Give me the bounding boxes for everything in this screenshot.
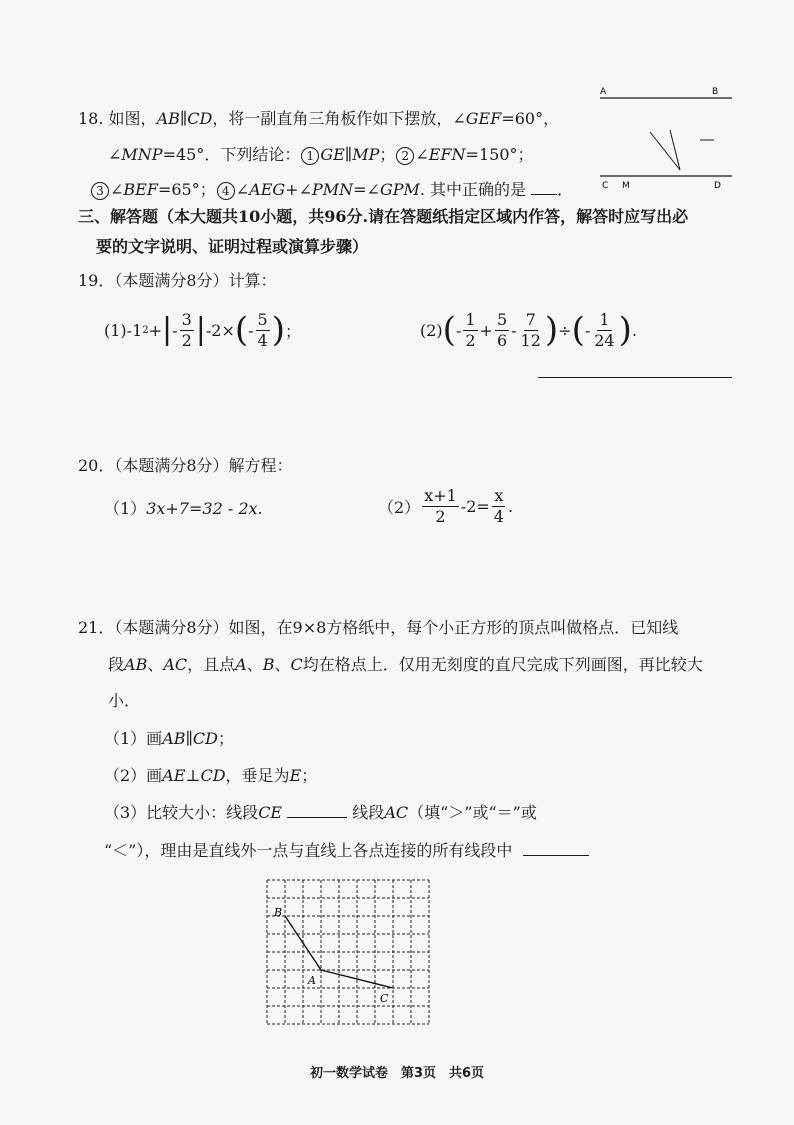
fraction: $\frac{5}{4}$ — [257, 309, 268, 350]
fraction: $\frac{1}{2}$ — [465, 309, 476, 350]
q18-line2: ∠MNP=45°．下列结论： 1 GE∥MP； 2 ∠EFN=150°； — [108, 145, 534, 164]
point-b-label: B — [274, 906, 283, 919]
section3-heading-line1: 三、解答题（本大题共10小题，共96分.请在答题纸指定区域内作答，解答时应写出必 — [78, 207, 689, 226]
q20-part1: （1）3x+7=32 - 2x. — [104, 499, 263, 518]
grid-lines — [267, 880, 429, 1024]
circled-2: 2 — [396, 147, 414, 165]
compare-blank[interactable] — [287, 817, 347, 818]
q19-part2: (2) ( - $\frac{1}{2}$ + $\frac{5}{6}$ - $\frac{7}{12}$ ) ÷ ( - $\frac{1}{24}$ ) . — [420, 309, 637, 350]
page-footer: 初一数学试卷 第3页 共6页 — [309, 1066, 485, 1081]
fraction: $\frac{5}{6}$ — [496, 309, 508, 350]
label-c: C — [602, 181, 609, 191]
q20-heading: 20．（本题满分8分）解方程： — [78, 456, 293, 475]
fraction: $\frac{7}{12}$ — [520, 309, 541, 350]
fraction: $\frac{1}{24}$ — [594, 309, 615, 350]
margin-rule — [538, 377, 732, 378]
circled-4: 4 — [217, 182, 235, 200]
reason-blank[interactable] — [523, 855, 589, 856]
q21-line3: 小． — [108, 691, 141, 710]
label-d: D — [714, 181, 721, 191]
point-a-label: A — [308, 974, 316, 987]
fraction: $\frac{x}{4}$ — [493, 485, 504, 526]
q21-line2: 段AB、AC，且点A、B、C均在格点上．仅用无刻度的直尺完成下列画图，再比较大 — [108, 655, 703, 674]
q21-line1: 21．（本题满分8分）如图，在9×8方格纸中，每个小正方形的顶点叫做格点．已知线 — [78, 618, 679, 637]
q21-step3-cont: “＜”），理由是直线外一点与直线上各点连接的所有线段中 — [104, 838, 589, 861]
circled-3: 3 — [91, 182, 109, 200]
fraction: $\frac{3}{2}$ — [181, 309, 192, 350]
q21-step2: （2）画AE⊥CD，垂足为E； — [104, 766, 318, 785]
q18-line1: 18. 如图，AB∥CD，将一副直角三角板作如下摆放，∠GEF=60°， — [78, 109, 560, 128]
q19-part1: (1) -1 2 + | - $\frac{3}{2}$ | -2× ( - $\frac{5}{4}$ ) ； — [104, 309, 301, 350]
grid-figure — [262, 876, 434, 1032]
label-b: B — [712, 87, 719, 97]
q18-answer-blank[interactable] — [531, 194, 557, 195]
q18-line3: 3 ∠BEF=65°； 4 ∠AEG+∠PMN=∠GPM. 其中正确的是 ． — [90, 177, 573, 200]
q21-step1: （1）画AB∥CD； — [104, 729, 234, 748]
label-a: A — [600, 87, 607, 97]
q19-heading: 19．（本题满分8分）计算： — [78, 271, 277, 290]
section3-heading-line2: 要的文字说明、证明过程或演算步骤） — [96, 237, 369, 256]
q18-figure — [592, 82, 742, 192]
label-m: M — [622, 181, 630, 191]
circled-1: 1 — [301, 147, 319, 165]
fraction: $\frac{x+1}{2}$ — [424, 485, 457, 526]
q21-step3: （3）比较大小：线段CE 线段AC（填“＞”或“＝”或 — [104, 803, 537, 822]
q20-part2: （2） $\frac{x+1}{2}$ -2= $\frac{x}{4}$ . — [378, 485, 514, 526]
point-c-label: C — [380, 992, 389, 1005]
